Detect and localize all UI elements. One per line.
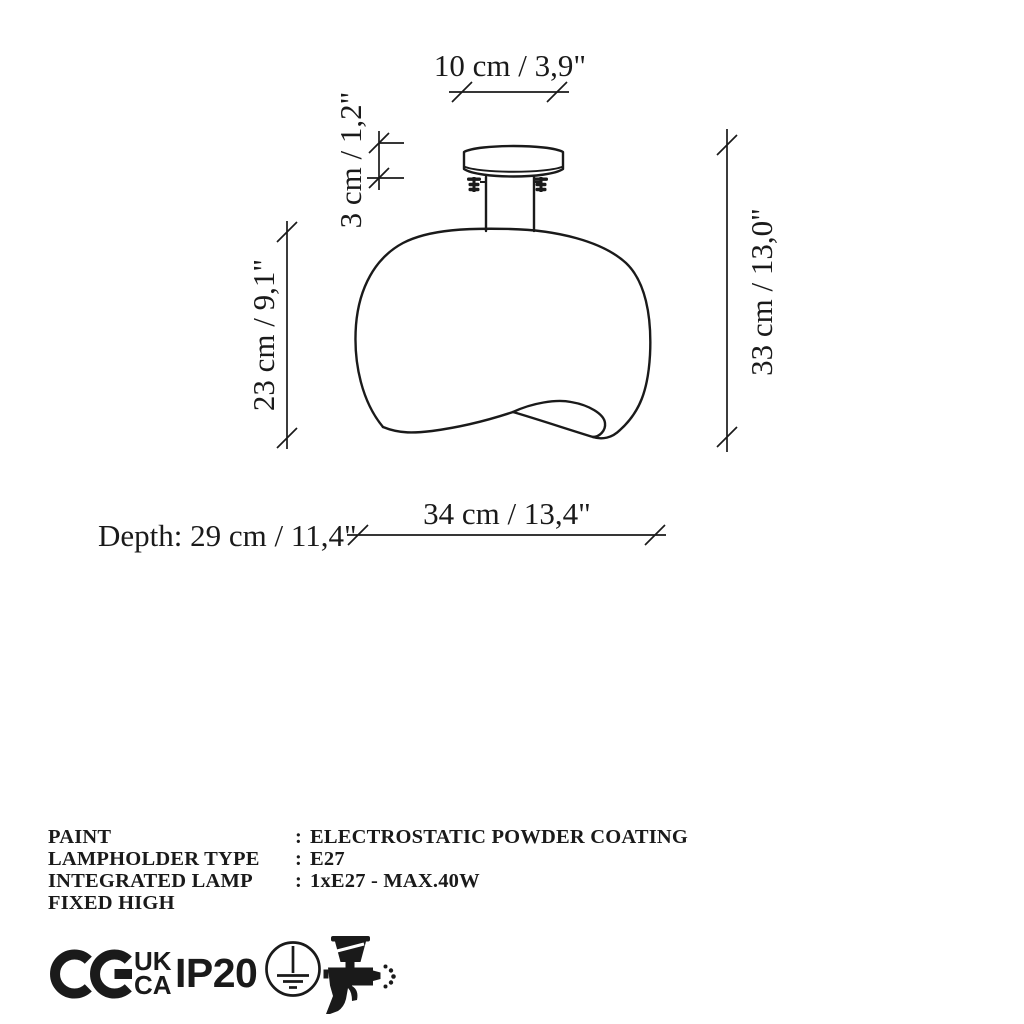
- spec-colon: :: [295, 826, 303, 848]
- dim-total-height-label: 33 cm / 13,0": [744, 208, 779, 376]
- spec-colon: [295, 892, 310, 914]
- shade-bottom-edge: [383, 412, 593, 437]
- shade-curl-fold: [513, 401, 605, 437]
- spec-value: E27: [310, 848, 345, 870]
- spray-paint-gun-icon: [324, 936, 396, 1014]
- protective-earth-icon: [267, 943, 320, 996]
- mounting-screw-left: [467, 177, 486, 192]
- spec-row-integrated-lamp: [48, 870, 688, 892]
- spec-label: INTEGRATED LAMP: [48, 870, 253, 892]
- canopy-rim-line: [464, 167, 563, 172]
- dim-depth-label: Depth: 29 cm / 11,4": [98, 518, 357, 553]
- ip-rating-label: IP20: [175, 950, 258, 996]
- spec-value: 1xE27 - MAX.40W: [310, 870, 480, 892]
- spec-label: LAMPHOLDER TYPE: [48, 848, 260, 870]
- dimension-shade-height: [246, 221, 297, 449]
- spec-row-fixed-high: [48, 892, 688, 914]
- ukca-line1: UK: [134, 946, 172, 976]
- ce-mark-icon: [55, 954, 132, 993]
- dimension-total-height: [717, 129, 779, 452]
- ceiling-canopy: [464, 146, 563, 177]
- spec-row-paint: [48, 826, 688, 848]
- spec-label: FIXED HIGH: [48, 892, 175, 914]
- dimension-shade-width: [347, 496, 666, 545]
- ukca-mark: [134, 946, 172, 1000]
- dim-shade-height-label: 23 cm / 9,1": [246, 258, 281, 412]
- dimension-canopy-height: [333, 92, 404, 229]
- mounting-screw-right: [534, 177, 548, 192]
- spec-row-lampholder: [48, 848, 688, 870]
- shade-outline: [355, 229, 650, 439]
- spec-label: PAINT: [48, 826, 112, 848]
- spec-colon: :: [295, 848, 303, 870]
- dim-shade-width-label: 34 cm / 13,4": [423, 496, 591, 531]
- spec-table: [48, 826, 688, 914]
- spec-value: ELECTROSTATIC POWDER COATING: [310, 826, 689, 848]
- stem: [486, 177, 534, 231]
- lamp-shade: [355, 229, 650, 439]
- dim-canopy-width-label: 10 cm / 3,9": [433, 48, 587, 83]
- spec-colon: :: [295, 870, 303, 892]
- ukca-line2: CA: [134, 969, 172, 1000]
- dimension-canopy-width: [434, 48, 586, 102]
- dim-canopy-height-label: 3 cm / 1,2": [333, 91, 368, 229]
